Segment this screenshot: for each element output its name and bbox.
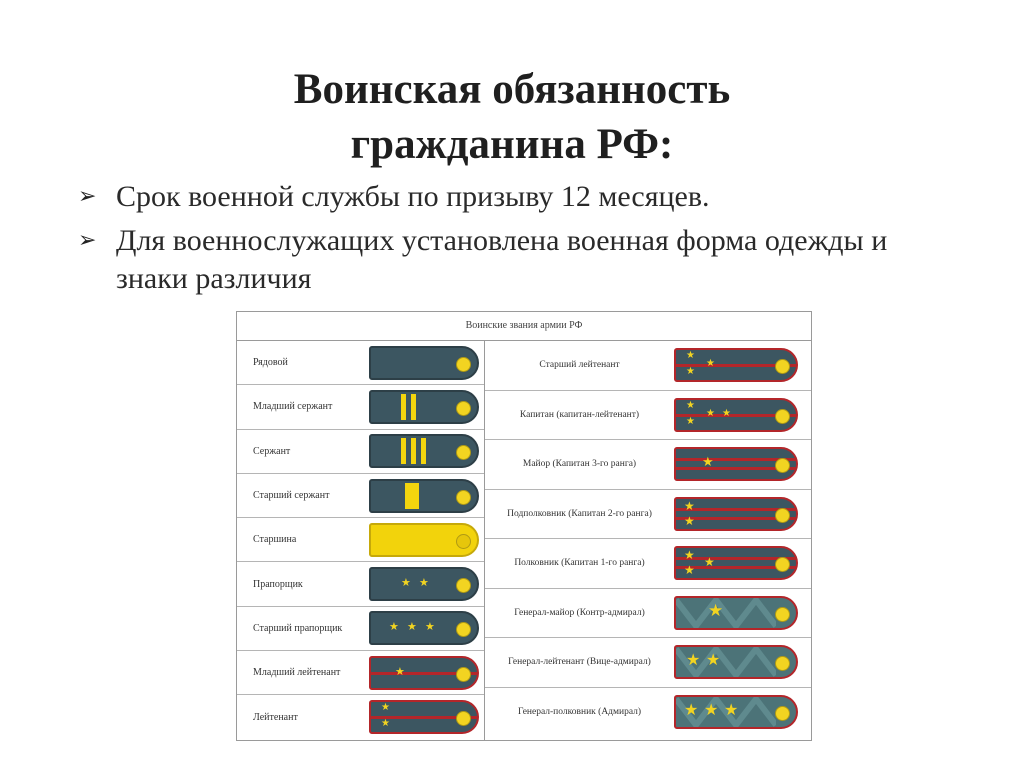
rank-label: Генерал-полковник (Адмирал) [517,706,642,717]
ranks-table [236,311,812,741]
rank-label: Рядовой [253,357,288,369]
star-icon: ★ [684,563,695,578]
star-icon: ★ [684,699,699,719]
board-button-icon [775,359,790,374]
title-line-2: гражданина РФ: [350,121,674,168]
rank-row [237,651,484,695]
star-icon: ★ [381,718,390,730]
board-button-icon [456,667,471,682]
ranks-table-header: Воинские звания армии РФ [237,312,811,341]
rank-row [485,688,811,737]
star-icon: ★ [395,664,405,678]
ranks-columns [237,341,811,740]
board-button-icon [775,706,790,721]
rank-row [237,562,484,606]
board-button-icon [456,622,471,637]
star-icon: ★ [419,576,429,590]
star-icon: ★ [686,350,695,362]
board-button-icon [775,458,790,473]
rank-row [485,391,811,441]
ranks-column-right [485,341,811,740]
rank-label: Старший сержант [253,490,330,502]
rank-label: Полковник (Капитан 1-го ранга) [514,558,645,569]
arrow-bullet-icon: ➢ [78,228,97,253]
rank-label: Старший лейтенант [539,360,620,371]
board-button-icon [456,578,471,593]
shoulder-board-icon [674,596,798,630]
star-icon: ★ [708,600,724,621]
star-icon: ★ [706,407,715,419]
rank-stripe [421,438,426,464]
slide-title [0,62,1024,172]
bullet-item [78,178,958,216]
shoulder-board-icon [674,497,798,531]
rank-row [485,589,811,639]
rank-row [485,490,811,540]
star-icon: ★ [724,699,739,719]
board-button-icon [456,445,471,460]
star-icon: ★ [722,407,731,419]
board-button-icon [456,357,471,372]
bullet-item [78,222,958,298]
rank-stripe [401,394,406,420]
rank-label: Капитан (капитан-лейтенант) [519,409,640,420]
star-icon: ★ [686,650,701,670]
board-button-icon [456,490,471,505]
star-icon: ★ [686,399,695,411]
rank-row [237,430,484,474]
arrow-bullet-icon: ➢ [78,184,97,209]
title-line-1: Воинская обязанность [293,66,731,113]
star-icon: ★ [401,576,411,590]
rank-label: Младший лейтенант [253,667,341,679]
shoulder-board-icon [369,434,479,468]
bullet-list [78,178,958,304]
shoulder-board-icon [674,695,798,729]
star-icon: ★ [702,455,714,471]
bullet-text: Для военнослужащих установлена военная форма одежды и знаки различия [116,224,888,295]
board-button-icon [775,656,790,671]
rank-row [485,638,811,688]
board-button-icon [775,409,790,424]
star-icon: ★ [686,366,695,378]
rank-row [237,341,484,385]
rank-label: Лейтенант [253,711,298,723]
rank-row [237,385,484,429]
shoulder-board-icon [674,447,798,481]
shoulder-board-icon [369,390,479,424]
shoulder-board-icon [369,479,479,513]
rank-label: Подполковник (Капитан 2-го ранга) [507,508,652,519]
rank-row [237,474,484,518]
star-icon: ★ [684,513,695,528]
zigzag-pattern [676,598,776,628]
shoulder-board-icon [369,346,479,380]
star-icon: ★ [686,415,695,427]
rank-row [237,607,484,651]
rank-row [237,695,484,738]
rank-row [237,518,484,562]
shoulder-board-icon [674,546,798,580]
shoulder-board-icon [369,700,479,734]
board-button-icon [456,711,471,726]
rank-label: Старшина [253,534,297,546]
star-icon: ★ [704,699,719,719]
bullet-text: Срок военной службы по призыву 12 месяцев. [116,180,710,213]
rank-label: Генерал-майор (Контр-адмирал) [514,607,645,618]
shoulder-board-icon [369,523,479,557]
board-button-icon [456,534,471,549]
star-icon: ★ [684,498,695,513]
ranks-column-left [237,341,485,740]
shoulder-board-icon [369,611,479,645]
shoulder-board-icon [674,348,798,382]
rank-label: Младший сержант [253,401,333,413]
board-button-icon [775,557,790,572]
rank-row [485,440,811,490]
rank-stripe [411,394,416,420]
rank-label: Генерал-лейтенант (Вице-адмирал) [508,657,651,668]
star-icon: ★ [706,358,715,370]
rank-stripe [401,438,406,464]
rank-row [485,539,811,589]
rank-stripe [411,438,416,464]
star-icon: ★ [407,620,417,634]
shoulder-board-icon [674,645,798,679]
board-button-icon [775,508,790,523]
rank-label: Прапорщик [253,578,303,590]
rank-stripe [405,483,419,509]
star-icon: ★ [425,620,435,634]
star-icon: ★ [381,702,390,714]
star-icon: ★ [704,555,715,570]
shoulder-board-icon [369,567,479,601]
rank-label: Сержант [253,445,291,457]
star-icon: ★ [684,548,695,563]
rank-label: Майор (Капитан 3-го ранга) [522,459,637,470]
board-button-icon [456,401,471,416]
board-button-icon [775,607,790,622]
star-icon: ★ [706,650,721,670]
shoulder-board-icon [674,398,798,432]
star-icon: ★ [389,620,399,634]
shoulder-board-icon [369,656,479,690]
rank-row [485,341,811,391]
rank-label: Старший прапорщик [253,622,343,634]
